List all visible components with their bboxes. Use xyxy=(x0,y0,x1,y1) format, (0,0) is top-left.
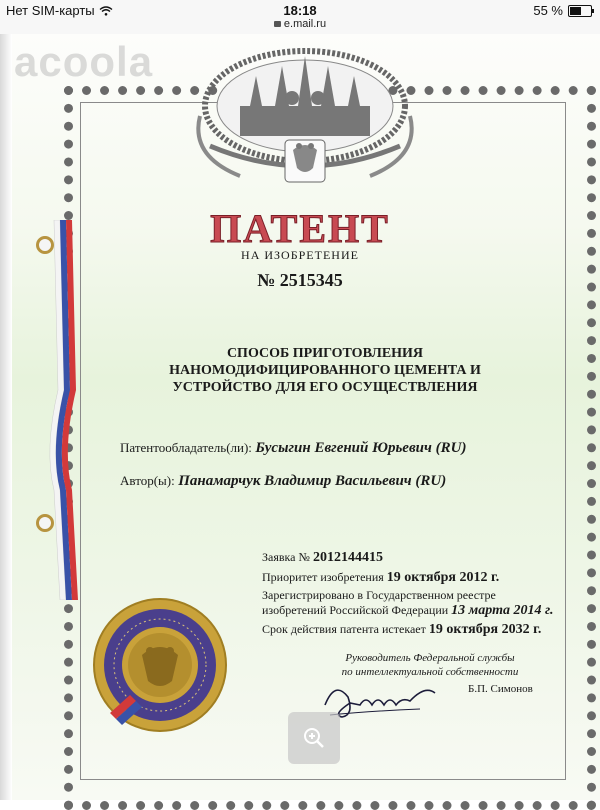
signer-title-line1: Руководитель Федеральной службы xyxy=(345,652,515,664)
url-text[interactable]: e.mail.ru xyxy=(283,18,327,30)
application-row xyxy=(262,550,383,565)
battery-fill xyxy=(570,7,581,15)
patent-number: № 2515345 xyxy=(257,270,343,290)
validity-value: 19 октября 2032 г. xyxy=(428,622,542,637)
application-label: Заявка № xyxy=(262,550,310,564)
signer-title-line2: по интеллектуальной собственности xyxy=(341,666,519,678)
clock: 18:18 xyxy=(283,3,317,18)
registered-line2: изобретений Российской Федерации xyxy=(262,603,449,617)
url-bar[interactable] xyxy=(0,18,600,30)
eyelet-bottom xyxy=(36,514,54,532)
carrier-label: Нет SIM-карты xyxy=(6,3,95,18)
priority-value: 19 октября 2012 г. xyxy=(386,570,500,585)
battery-percent: 55 % xyxy=(533,3,563,18)
status-right xyxy=(533,3,592,18)
author-row xyxy=(120,473,446,490)
patent-heading: ПАТЕНТ xyxy=(210,206,390,251)
holder-row xyxy=(120,440,466,457)
validity-row xyxy=(262,622,541,637)
application-value: 2012144415 xyxy=(312,550,383,565)
author-value: Панамарчук Владимир Васильевич (RU) xyxy=(178,473,447,489)
status-bar xyxy=(0,0,600,34)
watermark-logo: acoola xyxy=(14,38,154,85)
validity-label: Срок действия патента истекает xyxy=(262,622,426,636)
priority-label: Приоритет изобретения xyxy=(262,570,384,584)
page-edge xyxy=(0,34,12,800)
lock-icon xyxy=(274,21,281,27)
signer-name: Б.П. Симонов xyxy=(468,683,533,695)
official-seal xyxy=(90,595,230,735)
registered-row xyxy=(262,588,553,618)
kremlin-emblem xyxy=(180,36,430,196)
registered-line1: Зарегистрировано в Государственном реестре xyxy=(262,588,496,602)
patent-subheading: НА ИЗОБРЕТЕНИЕ xyxy=(241,248,359,262)
invention-title: СПОСОБ ПРИГОТОВЛЕНИЯ НАНОМОДИФИЦИРОВАННОГО ЦЕМЕНТА И УСТРОЙСТВО ДЛЯ ЕГО ОСУЩЕСТВЛЕНИЯ xyxy=(169,346,481,395)
battery-icon xyxy=(568,5,592,17)
registered-date: 13 марта 2014 г. xyxy=(451,603,554,618)
holder-value: Бусыгин Евгений Юрьевич (RU) xyxy=(255,440,467,456)
zoom-in-icon xyxy=(303,727,325,749)
priority-row xyxy=(262,570,499,585)
holder-label: Патентообладатель(ли): xyxy=(120,440,252,455)
zoom-button[interactable] xyxy=(288,712,340,764)
author-label: Автор(ы): xyxy=(120,473,175,488)
